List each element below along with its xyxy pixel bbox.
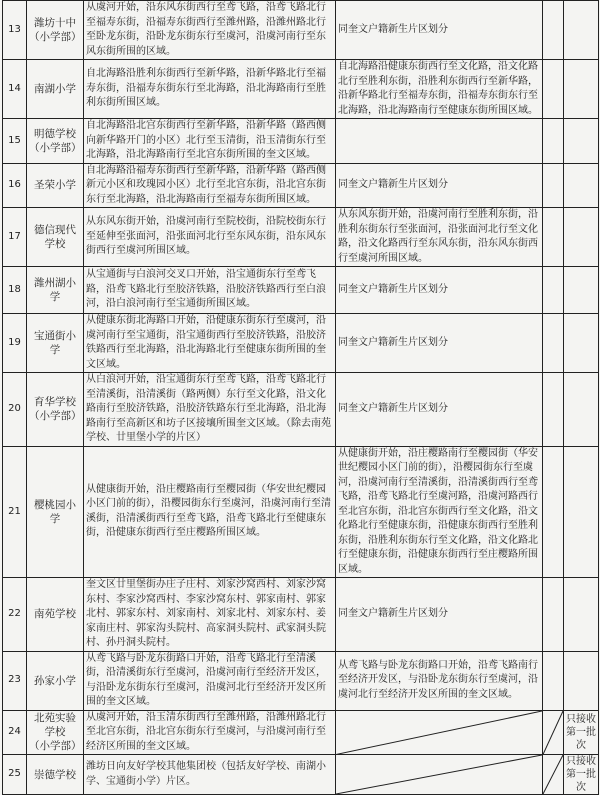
empty-cell [543, 314, 564, 373]
row-number: 16 [3, 163, 27, 208]
note-cell [564, 208, 599, 267]
empty-cell [543, 163, 564, 208]
school-name: 潍坊十中 （小学部） [27, 1, 84, 60]
table-row [3, 267, 599, 314]
district-description: 从白浪河开始，沿宝通街东行至鸢飞路，沿鸢飞路北行至清溪街，沿清溪街（路两侧）东行至文化路，沿文化路南行至胶济铁路，沿胶济铁路东行至北海路，沿北海路南行至高新区和坊子区接壤所围奎文区域。（除去南苑学校、廿里堡小学的片区） [84, 373, 336, 447]
district-description: 从虞河开始，沿玉清东街西行至潍州路，沿潍州路北行至北宫东街，沿北宫东街东行至虞河，与沿虞河南行至经济区所围的奎文区域。 [84, 710, 336, 755]
school-name: 崇德学校 [27, 755, 84, 795]
row-number: 15 [3, 119, 27, 164]
new-student-district: 同奎文户籍新生片区划分 [336, 163, 543, 208]
school-name: 北苑实验学校 （小学部） [27, 710, 84, 755]
table-row [3, 710, 599, 755]
district-description: 从鸢飞路与卧龙东街路口开始，沿鸢飞路北行至清溪街，沿清溪街东行至虞河，沿虞河南行至经济开发区，与沿卧龙东街东行至虞河，沿虞河北行至经济开发区所围的奎文区域。 [84, 651, 336, 710]
district-description: 从宝通街与白浪河交叉口开始，沿宝通街东行至鸢飞路，沿鸢飞路北行至胶济铁路，沿胶济铁路西行至白浪河，沿白浪河南行至宝通街所围区域。 [84, 267, 336, 314]
district-description: 自北海路沿胜利东街西行至新华路，沿新华路北行至福寿东街，沿福寿东街东行至北海路，沿北海路南行至胜利东街所围区域。 [84, 60, 336, 119]
diagonal-empty-cell [543, 755, 564, 795]
diagonal-line [543, 755, 563, 794]
empty-cell [543, 208, 564, 267]
row-number: 22 [3, 578, 27, 652]
diagonal-line [543, 711, 563, 755]
table-row [3, 755, 599, 795]
diagonal-empty-cell [336, 755, 543, 795]
row-number: 21 [3, 446, 27, 578]
school-name: 德信现代学校 [27, 208, 84, 267]
row-number: 23 [3, 651, 27, 710]
row-number: 17 [3, 208, 27, 267]
enrollment-zone-table [2, 0, 599, 795]
diagonal-line [336, 755, 542, 794]
new-student-district: 自北海路沿健康东街西行至文化路，沿文化路北行至胜利东街，沿胜利东街西行至新华路，沿新华路北行至福寿东街，沿福寿东街东行至北海路，沿北海路南行至健康东街所围区域。 [336, 60, 543, 119]
row-number: 14 [3, 60, 27, 119]
note-cell [564, 163, 599, 208]
table-row [3, 578, 599, 652]
table-row [3, 119, 599, 164]
empty-cell [543, 60, 564, 119]
row-number: 25 [3, 755, 27, 795]
table-row [3, 163, 599, 208]
district-description: 自北海路沿北宫东街西行至新华路，沿新华路（路西侧向新华路开门的小区）北行至玉清街，沿玉清街东行至北海路，沿北海路南行至北宫东街所围的奎文区域。 [84, 119, 336, 164]
diagonal-empty-cell [336, 710, 543, 755]
row-number: 19 [3, 314, 27, 373]
row-number: 18 [3, 267, 27, 314]
district-description: 潍坊日向友好学校其他集团校（包括友好学校、南湖小学、宝通街小学）片区。 [84, 755, 336, 795]
new-student-district: 同奎文户籍新生片区划分 [336, 267, 543, 314]
diagonal-line [336, 711, 542, 755]
school-name: 南湖小学 [27, 60, 84, 119]
school-name: 孙家小学 [27, 651, 84, 710]
new-student-district: 从鸢飞路与卧龙东街路口开始，沿鸢飞路南行至经济开发区，与沿卧龙东街东行至虞河，沿虞河北行至经济开发区所围的奎文区域。 [336, 651, 543, 710]
empty-cell [543, 119, 564, 164]
table-row [3, 208, 599, 267]
table-row [3, 60, 599, 119]
district-description: 从虞河开始，沿东风东街西行至鸢飞路，沿鸢飞路北行至福寿东街，沿福寿东街西行至潍州路，沿潍州路北行至卧龙东街，沿卧龙东街东行至虞河，沿虞河南行至东风东街所围的区域。 [84, 1, 336, 60]
school-name: 南苑学校 [27, 578, 84, 652]
school-name: 宝通街小学 [27, 314, 84, 373]
diagonal-empty-cell [543, 710, 564, 755]
district-description: 奎文区廿里堡街办庄子庄村、刘家沙窝西村、刘家沙窝东村、李家沙窝西村、李家沙窝东村、郭家南村、郭家北村、郭家东村、刘家南村、刘家北村、刘家东村、姜家南庄村、郭家沟头院村、高家洞头院村、武家洞头院村、孙丹洞头院村。 [84, 578, 336, 652]
table-row [3, 651, 599, 710]
row-number: 13 [3, 1, 27, 60]
empty-cell [543, 446, 564, 578]
new-student-district: 从东风东街开始，沿虞河南行至胜利东街，沿胜利东街东行至张面河，沿张面河北行至文化路，沿文化路西行至东风东街，沿东风东街西行至虞河所围区域。 [336, 208, 543, 267]
school-name: 潍州湖小学 [27, 267, 84, 314]
school-name: 圣荣小学 [27, 163, 84, 208]
empty-cell [543, 267, 564, 314]
new-student-district: 从健康街开始，沿庄樱路南行至樱园街（华安世纪樱园小区门前的街），沿樱园街东行至虞河，沿虞河南行至清溪街，沿清溪街西行至鸢飞路，沿鸢飞路北行至虞河路，沿虞河路西行至北宫东街，沿北宫东街西行至文化路，沿文化路北行至健康东街，沿健康东街西行至胜利东街，沿胜利东街东行至文化路，沿文化路北行至健康东街，沿健康东街西行至庄樱路所围区域。 [336, 446, 543, 578]
note-cell: 只接收第一批次 [564, 755, 599, 795]
district-description: 自北海路沿福寿东街西行至新华路，沿新华路（路西侧新元小区和玫瑰园小区）北行至北宫东街，沿北宫东街东行至北海路，沿北海路南行至福寿东街所围区域。 [84, 163, 336, 208]
district-description: 从东风东街开始，沿虞河南行至院校街，沿院校街东行至延伸至张面河，沿张面河北行至东风东街，沿东风东街西行至虞河所围区域。 [84, 208, 336, 267]
table-row [3, 1, 599, 60]
new-student-district: 同奎文户籍新生片区划分 [336, 578, 543, 652]
note-cell [564, 446, 599, 578]
note-cell: 只接收第一批次 [564, 710, 599, 755]
row-number: 24 [3, 710, 27, 755]
note-cell [564, 1, 599, 60]
school-name: 育华学校 （小学部） [27, 373, 84, 447]
note-cell [564, 314, 599, 373]
empty-cell [543, 373, 564, 447]
empty-cell [543, 651, 564, 710]
new-student-district [336, 119, 543, 164]
row-number: 20 [3, 373, 27, 447]
table-row [3, 446, 599, 578]
district-description: 从健康东街北海路口开始，沿健康东街东行至虞河，沿虞河南行至宝通街，沿宝通街西行至胶济铁路，沿胶济铁路西行至北海路，沿北海路北行至健康东街所围的奎文区域。 [84, 314, 336, 373]
note-cell [564, 373, 599, 447]
empty-cell [543, 1, 564, 60]
school-name: 樱桃园小学 [27, 446, 84, 578]
note-cell [564, 651, 599, 710]
new-student-district: 同奎文户籍新生片区划分 [336, 1, 543, 60]
school-name: 明德学校 （小学部） [27, 119, 84, 164]
note-cell [564, 578, 599, 652]
district-description: 从健康街开始，沿庄樱路南行至樱园街（华安世纪樱园小区门前的街），沿樱园街东行至虞河，沿虞河南行至清溪街，沿清溪街西行至鸢飞路，沿鸢飞路北行至健康东街，沿健康东街西行至庄樱路所围区域。 [84, 446, 336, 578]
new-student-district: 同奎文户籍新生片区划分 [336, 373, 543, 447]
empty-cell [543, 578, 564, 652]
note-cell [564, 119, 599, 164]
new-student-district: 同奎文户籍新生片区划分 [336, 314, 543, 373]
note-cell [564, 60, 599, 119]
note-cell [564, 267, 599, 314]
table-row [3, 373, 599, 447]
table-row [3, 314, 599, 373]
